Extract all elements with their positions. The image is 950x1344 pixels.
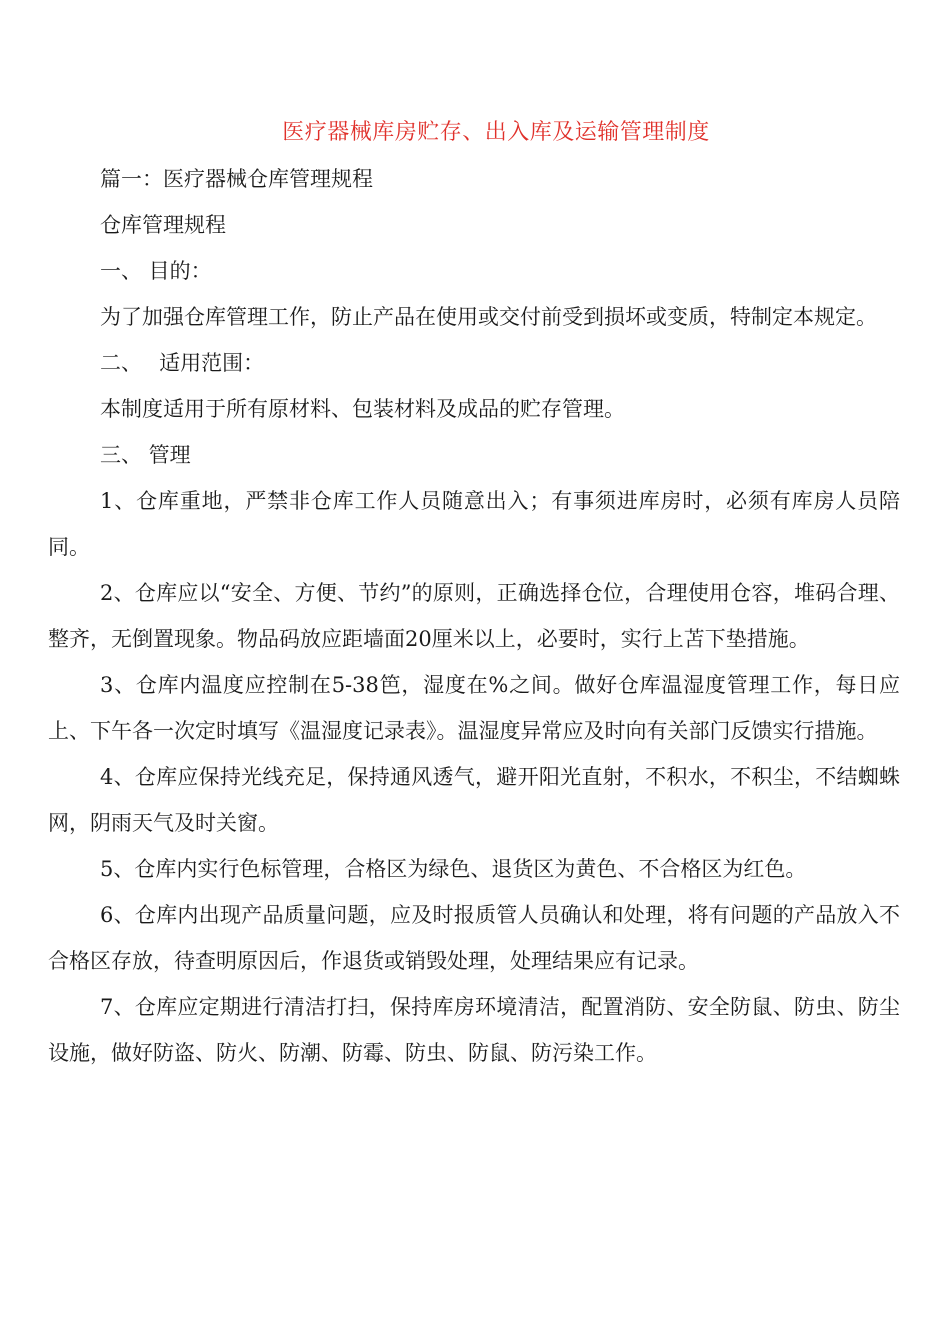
section-heading-rules: 仓库管理规程: [100, 213, 226, 237]
paragraph-rule-2: 2、仓库应以“安全、方便、节约”的原则，正确选择仓位，合理使用仓容，堆码合理、整齐，无倒置现象。物品码放应距墙面20厘米以上，必要时，实行上苫下垫措施。: [48, 581, 900, 651]
paragraph-scope: 本制度适用于所有原材料、包装材料及成品的贮存管理。: [100, 397, 625, 421]
document-body: [48, 156, 900, 1076]
document-title: 医疗器械库房贮存、出入库及运输管理制度: [282, 120, 710, 145]
section-heading-management: 三、 管理: [100, 443, 191, 467]
paragraph-purpose: 为了加强仓库管理工作，防止产品在使用或交付前受到损坏或变质，特制定本规定。: [100, 305, 877, 329]
section-heading-scope: 二、 适用范围：: [100, 351, 265, 375]
section-heading-part-one: 篇一：医疗器械仓库管理规程: [100, 167, 373, 191]
paragraph-rule-5: 5、仓库内实行色标管理，合格区为绿色、退货区为黄色、不合格区为红色。: [100, 857, 807, 881]
paragraph-rule-6: 6、仓库内出现产品质量问题，应及时报质管人员确认和处理，将有问题的产品放入不合格区存放，待查明原因后，作退货或销毁处理，处理结果应有记录。: [48, 903, 900, 973]
paragraph-rule-1: 1、仓库重地，严禁非仓库工作人员随意出入；有事须进库房时，必须有库房人员陪同。: [48, 489, 900, 559]
paragraph-rule-7: 7、仓库应定期进行清洁打扫，保持库房环境清洁，配置消防、安全防鼠、防虫、防尘设施，做好防盗、防火、防潮、防霉、防虫、防鼠、防污染工作。: [48, 995, 900, 1065]
section-heading-purpose: 一、 目的：: [100, 259, 212, 283]
paragraph-rule-3: 3、仓库内温度应控制在5-38笆，湿度在%之间。做好仓库温湿度管理工作，每日应上、下午各一次定时填写《温湿度记录表》。温湿度异常应及时向有关部门反馈实行措施。: [48, 673, 900, 743]
paragraph-rule-4: 4、仓库应保持光线充足，保持通风透气，避开阳光直射，不积水，不积尘，不结蜘蛛网，阴雨天气及时关窗。: [48, 765, 900, 835]
